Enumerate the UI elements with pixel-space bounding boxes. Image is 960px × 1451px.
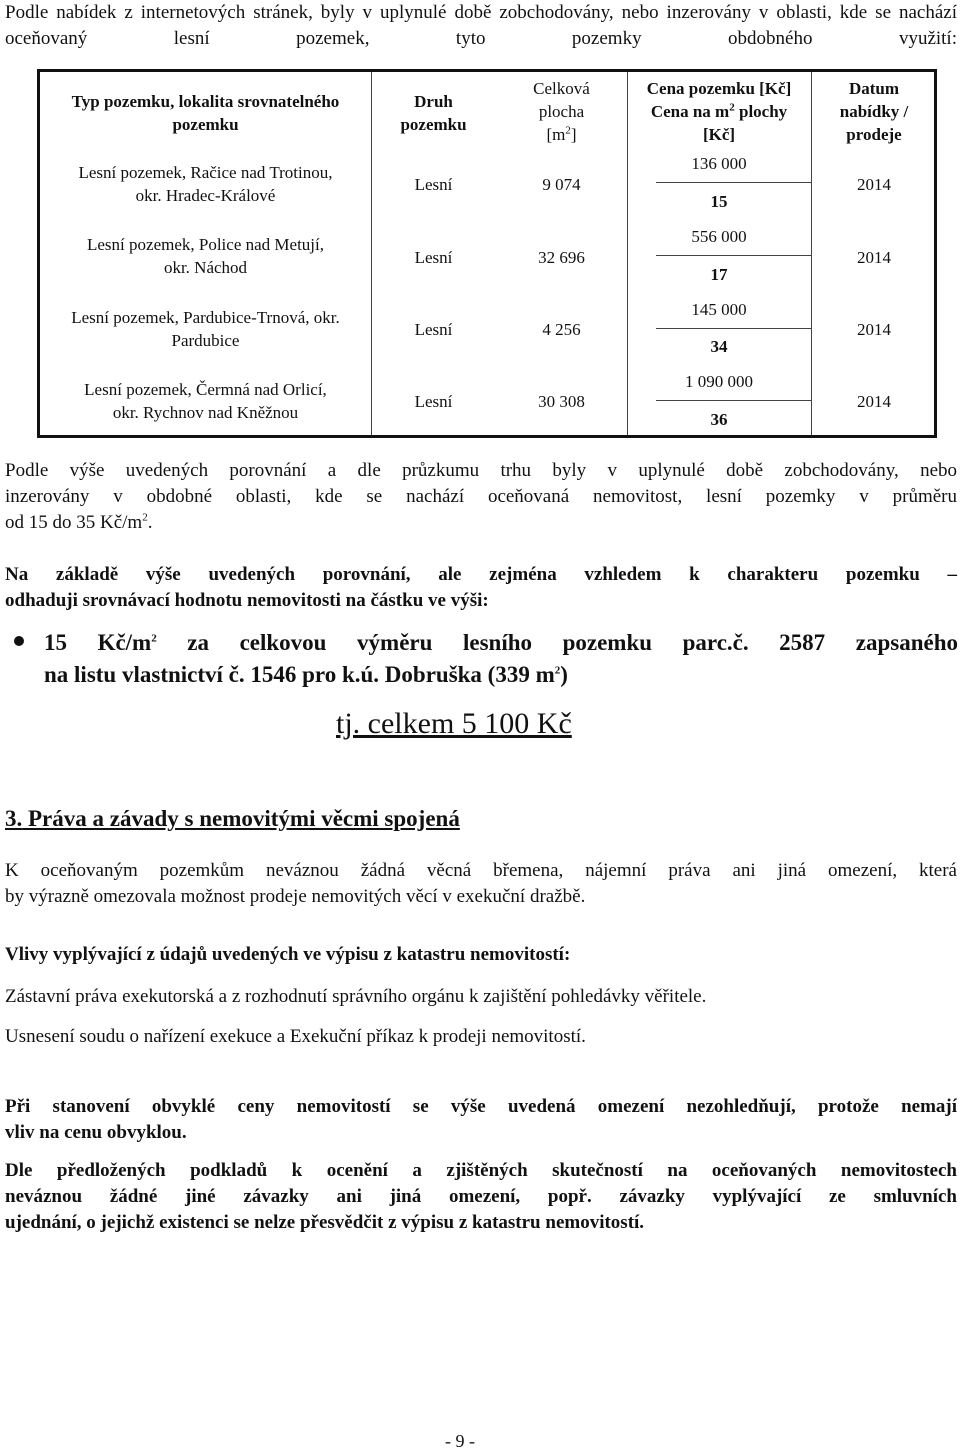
liens-text: Zástavní práva exekutorská a z rozhodnutí správního orgánu k zajištění pohledávky věřitele.	[5, 986, 707, 1007]
table-row-price: 556 000	[691, 227, 747, 246]
note-obligations: Dle předložených podkladů k ocenění a zjištěných skutečností na oceňovaných nemovitostech neváznou žádné jiné závazky ani jiná omezení, popř. závazky vyplývající ze smluvních ujednání, o jejichž existenci se nelze přesvědčit z výpisu z katastru nemovitostí.	[5, 1160, 957, 1233]
table-row-kind: Lesní	[414, 248, 453, 267]
table-row-area: 30 308	[538, 392, 585, 411]
note-valuation: Při stanovení obvyklé ceny nemovitostí se výše uvedená omezení nezohledňují, protože nemají vliv na cenu obvyklou.	[5, 1096, 957, 1143]
price-divider	[656, 328, 811, 329]
page-number: - 9 -	[445, 1431, 475, 1451]
table-row-price: 1 090 000	[685, 372, 753, 391]
table-row-date: 2014	[857, 320, 891, 339]
comparison-table	[37, 69, 937, 438]
price-divider	[656, 255, 811, 256]
header-kind: Druh pozemku	[400, 92, 467, 134]
table-row-area: 4 256	[542, 320, 581, 339]
section-heading: 3. Práva a závady s nemovitými věcmi spojená	[5, 806, 460, 831]
table-row-location: Lesní pozemek, Račice nad Trotinou, okr. Hradec-Králové	[78, 163, 333, 205]
table-row-kind: Lesní	[414, 320, 453, 339]
table-row-area: 32 696	[538, 248, 585, 267]
table-row-location: Lesní pozemek, Čermná nad Orlicí, okr. Rychnov nad Kněžnou	[84, 380, 327, 422]
table-row-date: 2014	[857, 175, 891, 194]
total-value: tj. celkem 5 100 Kč	[336, 707, 572, 740]
header-area: Celková plocha $[m^2]$	[533, 79, 590, 144]
table-row-location: Lesní pozemek, Police nad Metují, okr. Náchod	[87, 235, 324, 277]
header-type-location: Typ pozemku, lokalita srovnatelného pozemku	[71, 92, 340, 134]
estimate-statement: Na základě výše uvedených porovnání, ale zejména vzhledem k charakteru pozemku – odhaduji srovnávací hodnotu nemovitosti na částku ve výši:	[5, 564, 957, 611]
table-row-price: 136 000	[691, 154, 747, 173]
table-row-area: 9 074	[542, 175, 581, 194]
table-row-kind: Lesní	[414, 392, 453, 411]
summary-paragraph: Podle výše uvedených porovnání a dle průzkumu trhu byly v uplynulé době zobchodovány, nebo inzerovány v obdobné oblasti, kde se nachází oceňovaná nemovitost, lesní pozemky v průměru od 15 do 35 $Kč/m^2$.	[5, 460, 957, 533]
table-row-date: 2014	[857, 392, 891, 411]
table-row-price-per-m2: 17	[710, 265, 728, 284]
table-row-date: 2014	[857, 248, 891, 267]
intro-paragraph: Podle nabídek z internetových stránek, byly v uplynulé době zobchodovány, nebo inzerovány v oblasti, kde se nachází oceňovaný lesní pozemek, tyto pozemky obdobného využití:	[5, 2, 957, 49]
table-row-price: 145 000	[691, 300, 747, 319]
header-date: Datum nabídky / prodeje	[839, 79, 909, 144]
valuation-bullet: 15 $Kč/m^2$ za celkovou výměru lesního pozemku parc.č. 2587 zapsaného na listu vlastnictví č. 1546 pro k.ú. Dobruška (339 $m^2$)	[44, 630, 959, 687]
court-text: Usnesení soudu o nařízení exekuce a Exekuční příkaz k prodeji nemovitostí.	[5, 1026, 586, 1047]
header-price: Cena pozemku [Kč] Cena na $m^2$ plochy [Kč]	[646, 79, 792, 144]
price-divider	[656, 400, 811, 401]
table-row-price-per-m2: 34	[710, 337, 728, 356]
table-row-kind: Lesní	[414, 175, 453, 194]
table-row-price-per-m2: 15	[710, 192, 728, 211]
table-row-location: Lesní pozemek, Pardubice-Trnová, okr. Pardubice	[71, 308, 340, 350]
price-divider	[656, 182, 811, 183]
encumbrances-paragraph: K oceňovaným pozemkům neváznou žádná věcná břemena, nájemní práva ani jiná omezení, která by výrazně omezovala možnost prodeje nemovitých věcí v exekuční dražbě.	[5, 860, 957, 907]
bullet-icon	[14, 636, 24, 646]
cadastre-heading: Vlivy vyplývající z údajů uvedených ve výpisu z katastru nemovitostí:	[5, 944, 571, 965]
table-row-price-per-m2: 36	[710, 410, 728, 429]
